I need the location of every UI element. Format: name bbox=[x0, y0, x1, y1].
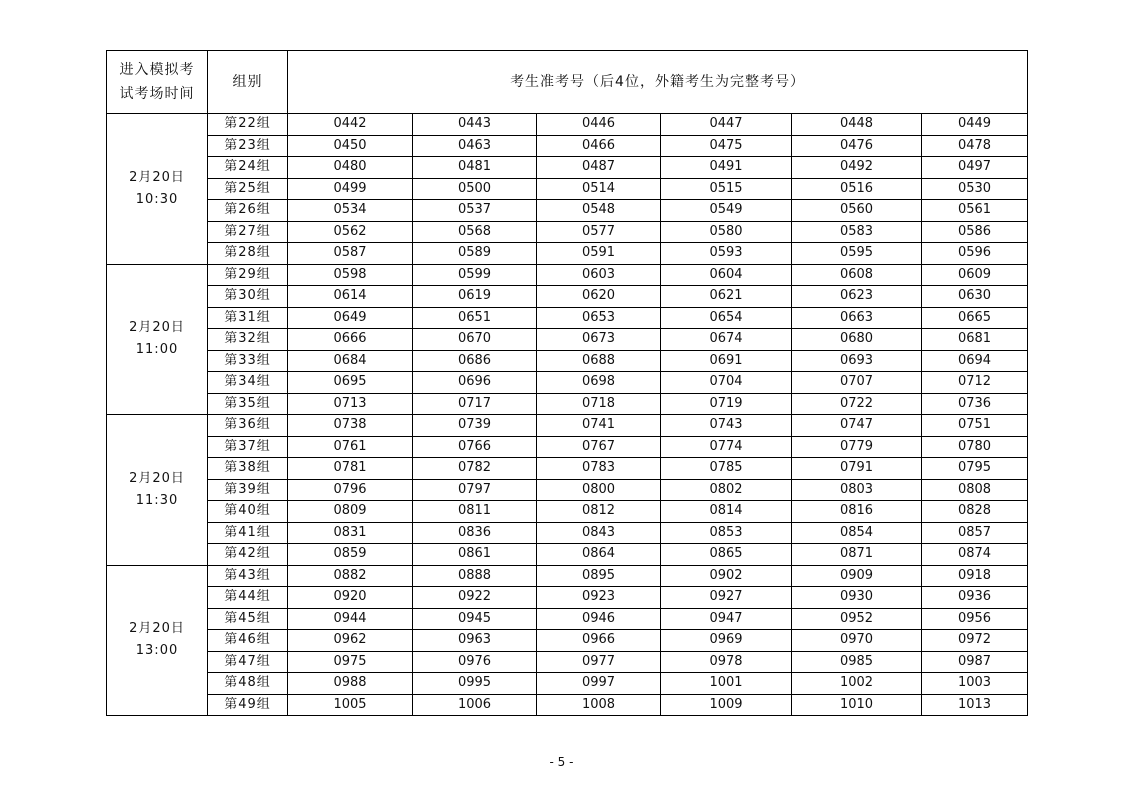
candidate-id-cell: 0446 bbox=[537, 114, 661, 136]
candidate-id-cell: 0688 bbox=[537, 350, 661, 372]
candidate-id-cell: 0809 bbox=[288, 501, 413, 523]
candidate-id-cell: 0922 bbox=[413, 587, 537, 609]
table-row bbox=[107, 286, 1028, 308]
candidate-id-cell: 0952 bbox=[792, 608, 922, 630]
header-group: 组别 bbox=[208, 51, 288, 114]
candidate-id-cell: 0930 bbox=[792, 587, 922, 609]
table-row bbox=[107, 458, 1028, 480]
entry-time-cell bbox=[107, 114, 208, 265]
candidate-id-cell: 0853 bbox=[661, 522, 792, 544]
candidate-id-cell: 0653 bbox=[537, 307, 661, 329]
group-cell: 第26组 bbox=[208, 200, 288, 222]
candidate-id-cell: 0516 bbox=[792, 178, 922, 200]
candidate-id-cell: 0736 bbox=[922, 393, 1028, 415]
candidate-id-cell: 0936 bbox=[922, 587, 1028, 609]
candidate-id-cell: 0780 bbox=[922, 436, 1028, 458]
entry-time: 11:30 bbox=[135, 492, 179, 508]
table-row bbox=[107, 565, 1028, 587]
candidate-id-cell: 0561 bbox=[922, 200, 1028, 222]
candidate-id-cell: 0447 bbox=[661, 114, 792, 136]
table-row bbox=[107, 544, 1028, 566]
candidate-id-cell: 0651 bbox=[413, 307, 537, 329]
candidate-id-cell: 0619 bbox=[413, 286, 537, 308]
table-row bbox=[107, 651, 1028, 673]
candidate-id-cell: 0882 bbox=[288, 565, 413, 587]
table-row bbox=[107, 350, 1028, 372]
candidate-id-cell: 0448 bbox=[792, 114, 922, 136]
candidate-id-cell: 0696 bbox=[413, 372, 537, 394]
candidate-id-cell: 0747 bbox=[792, 415, 922, 437]
candidate-id-cell: 0808 bbox=[922, 479, 1028, 501]
candidate-id-cell: 0476 bbox=[792, 135, 922, 157]
table-row bbox=[107, 436, 1028, 458]
group-cell: 第44组 bbox=[208, 587, 288, 609]
group-cell: 第30组 bbox=[208, 286, 288, 308]
candidate-id-cell: 0816 bbox=[792, 501, 922, 523]
candidate-id-cell: 0783 bbox=[537, 458, 661, 480]
group-cell: 第38组 bbox=[208, 458, 288, 480]
group-cell: 第27组 bbox=[208, 221, 288, 243]
candidate-id-cell: 0537 bbox=[413, 200, 537, 222]
table-row bbox=[107, 608, 1028, 630]
candidate-id-cell: 0530 bbox=[922, 178, 1028, 200]
candidate-id-cell: 0604 bbox=[661, 264, 792, 286]
entry-time-cell bbox=[107, 415, 208, 566]
candidate-id-cell: 0500 bbox=[413, 178, 537, 200]
candidate-id-cell: 0666 bbox=[288, 329, 413, 351]
candidate-id-cell: 0871 bbox=[792, 544, 922, 566]
candidate-id-cell: 0614 bbox=[288, 286, 413, 308]
candidate-id-cell: 0674 bbox=[661, 329, 792, 351]
candidate-id-cell: 0864 bbox=[537, 544, 661, 566]
table-row bbox=[107, 114, 1028, 136]
candidate-id-cell: 0831 bbox=[288, 522, 413, 544]
candidate-id-cell: 1013 bbox=[922, 694, 1028, 716]
candidate-id-cell: 0478 bbox=[922, 135, 1028, 157]
table-row bbox=[107, 243, 1028, 265]
candidate-id-cell: 0487 bbox=[537, 157, 661, 179]
candidate-id-cell: 0515 bbox=[661, 178, 792, 200]
entry-time-cell bbox=[107, 565, 208, 716]
candidate-id-cell: 0843 bbox=[537, 522, 661, 544]
candidate-id-cell: 0684 bbox=[288, 350, 413, 372]
group-cell: 第43组 bbox=[208, 565, 288, 587]
candidate-id-cell: 1001 bbox=[661, 673, 792, 695]
table-row bbox=[107, 673, 1028, 695]
candidate-id-cell: 0779 bbox=[792, 436, 922, 458]
table-header-row bbox=[107, 51, 1028, 114]
candidate-id-cell: 0987 bbox=[922, 651, 1028, 673]
group-cell: 第45组 bbox=[208, 608, 288, 630]
candidate-id-cell: 0599 bbox=[413, 264, 537, 286]
candidate-id-cell: 0854 bbox=[792, 522, 922, 544]
candidate-id-cell: 0499 bbox=[288, 178, 413, 200]
candidate-id-cell: 0796 bbox=[288, 479, 413, 501]
candidate-id-cell: 0836 bbox=[413, 522, 537, 544]
candidate-id-cell: 0691 bbox=[661, 350, 792, 372]
candidate-id-cell: 0568 bbox=[413, 221, 537, 243]
group-cell: 第24组 bbox=[208, 157, 288, 179]
candidate-id-cell: 0828 bbox=[922, 501, 1028, 523]
group-cell: 第31组 bbox=[208, 307, 288, 329]
group-cell: 第49组 bbox=[208, 694, 288, 716]
candidate-id-cell: 0946 bbox=[537, 608, 661, 630]
header-candidate-ids: 考生准考号（后4位，外籍考生为完整考号） bbox=[288, 51, 1028, 114]
candidate-id-cell: 0481 bbox=[413, 157, 537, 179]
entry-date: 2月20日 bbox=[129, 470, 185, 486]
candidate-id-cell: 0698 bbox=[537, 372, 661, 394]
candidate-id-cell: 0497 bbox=[922, 157, 1028, 179]
group-cell: 第28组 bbox=[208, 243, 288, 265]
candidate-id-cell: 0962 bbox=[288, 630, 413, 652]
candidate-id-cell: 0621 bbox=[661, 286, 792, 308]
group-cell: 第41组 bbox=[208, 522, 288, 544]
candidate-id-cell: 0589 bbox=[413, 243, 537, 265]
candidate-id-cell: 0927 bbox=[661, 587, 792, 609]
candidate-id-cell: 1010 bbox=[792, 694, 922, 716]
candidate-id-cell: 0722 bbox=[792, 393, 922, 415]
candidate-id-cell: 0978 bbox=[661, 651, 792, 673]
candidate-id-cell: 0534 bbox=[288, 200, 413, 222]
candidate-id-cell: 0719 bbox=[661, 393, 792, 415]
table-row bbox=[107, 587, 1028, 609]
candidate-id-cell: 0995 bbox=[413, 673, 537, 695]
candidate-id-cell: 0766 bbox=[413, 436, 537, 458]
candidate-id-cell: 0591 bbox=[537, 243, 661, 265]
candidate-id-cell: 0665 bbox=[922, 307, 1028, 329]
candidate-id-cell: 0630 bbox=[922, 286, 1028, 308]
candidate-id-cell: 0718 bbox=[537, 393, 661, 415]
candidate-id-cell: 0944 bbox=[288, 608, 413, 630]
candidate-id-cell: 0920 bbox=[288, 587, 413, 609]
candidate-id-cell: 0595 bbox=[792, 243, 922, 265]
group-cell: 第42组 bbox=[208, 544, 288, 566]
candidate-id-cell: 0670 bbox=[413, 329, 537, 351]
candidate-id-cell: 0888 bbox=[413, 565, 537, 587]
entry-time: 13:00 bbox=[135, 643, 179, 659]
candidate-id-cell: 0743 bbox=[661, 415, 792, 437]
candidate-id-cell: 0549 bbox=[661, 200, 792, 222]
table-row bbox=[107, 393, 1028, 415]
candidate-id-cell: 0738 bbox=[288, 415, 413, 437]
candidate-id-cell: 0673 bbox=[537, 329, 661, 351]
group-cell: 第33组 bbox=[208, 350, 288, 372]
group-cell: 第36组 bbox=[208, 415, 288, 437]
candidate-id-cell: 0694 bbox=[922, 350, 1028, 372]
table-row bbox=[107, 372, 1028, 394]
candidate-id-cell: 0608 bbox=[792, 264, 922, 286]
entry-time: 10:30 bbox=[135, 191, 179, 207]
candidate-id-cell: 0492 bbox=[792, 157, 922, 179]
candidate-id-cell: 0449 bbox=[922, 114, 1028, 136]
candidate-id-cell: 0918 bbox=[922, 565, 1028, 587]
candidate-id-cell: 1003 bbox=[922, 673, 1028, 695]
candidate-id-cell: 0586 bbox=[922, 221, 1028, 243]
candidate-id-cell: 0923 bbox=[537, 587, 661, 609]
candidate-id-cell: 1006 bbox=[413, 694, 537, 716]
candidate-id-cell: 0977 bbox=[537, 651, 661, 673]
candidate-id-cell: 0800 bbox=[537, 479, 661, 501]
candidate-id-cell: 0562 bbox=[288, 221, 413, 243]
table-body bbox=[107, 114, 1028, 716]
candidate-id-cell: 0811 bbox=[413, 501, 537, 523]
candidate-id-cell: 0741 bbox=[537, 415, 661, 437]
candidate-id-cell: 0443 bbox=[413, 114, 537, 136]
candidate-id-cell: 0623 bbox=[792, 286, 922, 308]
table-row bbox=[107, 264, 1028, 286]
entry-date: 2月20日 bbox=[129, 621, 185, 637]
candidate-id-cell: 0865 bbox=[661, 544, 792, 566]
candidate-id-cell: 0795 bbox=[922, 458, 1028, 480]
candidate-id-cell: 0988 bbox=[288, 673, 413, 695]
table-row bbox=[107, 307, 1028, 329]
candidate-id-cell: 0609 bbox=[922, 264, 1028, 286]
entry-time-cell bbox=[107, 264, 208, 415]
candidate-id-cell: 1002 bbox=[792, 673, 922, 695]
candidate-id-cell: 0972 bbox=[922, 630, 1028, 652]
candidate-id-cell: 0603 bbox=[537, 264, 661, 286]
candidate-id-cell: 0945 bbox=[413, 608, 537, 630]
candidate-id-cell: 0580 bbox=[661, 221, 792, 243]
candidate-id-cell: 0814 bbox=[661, 501, 792, 523]
candidate-id-cell: 0712 bbox=[922, 372, 1028, 394]
candidate-id-cell: 0593 bbox=[661, 243, 792, 265]
entry-date: 2月20日 bbox=[129, 320, 185, 336]
group-cell: 第48组 bbox=[208, 673, 288, 695]
candidate-id-cell: 0491 bbox=[661, 157, 792, 179]
candidate-id-cell: 0785 bbox=[661, 458, 792, 480]
candidate-id-cell: 0587 bbox=[288, 243, 413, 265]
candidate-id-cell: 1005 bbox=[288, 694, 413, 716]
candidate-id-cell: 0781 bbox=[288, 458, 413, 480]
table-row bbox=[107, 630, 1028, 652]
group-cell: 第35组 bbox=[208, 393, 288, 415]
table-row bbox=[107, 522, 1028, 544]
group-cell: 第37组 bbox=[208, 436, 288, 458]
candidate-id-cell: 0761 bbox=[288, 436, 413, 458]
candidate-id-cell: 0707 bbox=[792, 372, 922, 394]
group-cell: 第32组 bbox=[208, 329, 288, 351]
candidate-id-cell: 0997 bbox=[537, 673, 661, 695]
table-row bbox=[107, 178, 1028, 200]
candidate-id-cell: 0654 bbox=[661, 307, 792, 329]
group-cell: 第47组 bbox=[208, 651, 288, 673]
exam-schedule-table bbox=[106, 50, 1028, 716]
candidate-id-cell: 0947 bbox=[661, 608, 792, 630]
candidate-id-cell: 0442 bbox=[288, 114, 413, 136]
candidate-id-cell: 0902 bbox=[661, 565, 792, 587]
table-row bbox=[107, 329, 1028, 351]
candidate-id-cell: 0767 bbox=[537, 436, 661, 458]
page-number: - 5 - bbox=[549, 755, 574, 769]
candidate-id-cell: 0985 bbox=[792, 651, 922, 673]
candidate-id-cell: 0802 bbox=[661, 479, 792, 501]
candidate-id-cell: 0797 bbox=[413, 479, 537, 501]
candidate-id-cell: 0548 bbox=[537, 200, 661, 222]
group-cell: 第22组 bbox=[208, 114, 288, 136]
table-row bbox=[107, 157, 1028, 179]
candidate-id-cell: 0598 bbox=[288, 264, 413, 286]
group-cell: 第39组 bbox=[208, 479, 288, 501]
candidate-id-cell: 0859 bbox=[288, 544, 413, 566]
candidate-id-cell: 0693 bbox=[792, 350, 922, 372]
table-row bbox=[107, 694, 1028, 716]
table-row bbox=[107, 221, 1028, 243]
candidate-id-cell: 0739 bbox=[413, 415, 537, 437]
candidate-id-cell: 0596 bbox=[922, 243, 1028, 265]
group-cell: 第25组 bbox=[208, 178, 288, 200]
candidate-id-cell: 0956 bbox=[922, 608, 1028, 630]
candidate-id-cell: 0686 bbox=[413, 350, 537, 372]
candidate-id-cell: 0704 bbox=[661, 372, 792, 394]
candidate-id-cell: 0480 bbox=[288, 157, 413, 179]
candidate-id-cell: 0620 bbox=[537, 286, 661, 308]
entry-date: 2月20日 bbox=[129, 169, 185, 185]
candidate-id-cell: 0966 bbox=[537, 630, 661, 652]
group-cell: 第46组 bbox=[208, 630, 288, 652]
candidate-id-cell: 0969 bbox=[661, 630, 792, 652]
candidate-id-cell: 0663 bbox=[792, 307, 922, 329]
candidate-id-cell: 0975 bbox=[288, 651, 413, 673]
candidate-id-cell: 1009 bbox=[661, 694, 792, 716]
entry-time: 11:00 bbox=[135, 342, 179, 358]
table-row bbox=[107, 135, 1028, 157]
candidate-id-cell: 0861 bbox=[413, 544, 537, 566]
candidate-id-cell: 0577 bbox=[537, 221, 661, 243]
candidate-id-cell: 0803 bbox=[792, 479, 922, 501]
candidate-id-cell: 0680 bbox=[792, 329, 922, 351]
candidate-id-cell: 0695 bbox=[288, 372, 413, 394]
candidate-id-cell: 0895 bbox=[537, 565, 661, 587]
candidate-id-cell: 0560 bbox=[792, 200, 922, 222]
table-row bbox=[107, 415, 1028, 437]
candidate-id-cell: 0475 bbox=[661, 135, 792, 157]
candidate-id-cell: 0874 bbox=[922, 544, 1028, 566]
group-cell: 第23组 bbox=[208, 135, 288, 157]
group-cell: 第34组 bbox=[208, 372, 288, 394]
candidate-id-cell: 1008 bbox=[537, 694, 661, 716]
table-row bbox=[107, 501, 1028, 523]
candidate-id-cell: 0857 bbox=[922, 522, 1028, 544]
candidate-id-cell: 0713 bbox=[288, 393, 413, 415]
candidate-id-cell: 0514 bbox=[537, 178, 661, 200]
candidate-id-cell: 0791 bbox=[792, 458, 922, 480]
candidate-id-cell: 0466 bbox=[537, 135, 661, 157]
candidate-id-cell: 0774 bbox=[661, 436, 792, 458]
candidate-id-cell: 0450 bbox=[288, 135, 413, 157]
candidate-id-cell: 0909 bbox=[792, 565, 922, 587]
candidate-id-cell: 0681 bbox=[922, 329, 1028, 351]
candidate-id-cell: 0751 bbox=[922, 415, 1028, 437]
candidate-id-cell: 0782 bbox=[413, 458, 537, 480]
candidate-id-cell: 0976 bbox=[413, 651, 537, 673]
table-row bbox=[107, 479, 1028, 501]
candidate-id-cell: 0717 bbox=[413, 393, 537, 415]
header-entry-time: 进入模拟考试考场时间 bbox=[107, 51, 208, 114]
candidate-id-cell: 0649 bbox=[288, 307, 413, 329]
candidate-id-cell: 0963 bbox=[413, 630, 537, 652]
candidate-id-cell: 0812 bbox=[537, 501, 661, 523]
candidate-id-cell: 0970 bbox=[792, 630, 922, 652]
group-cell: 第29组 bbox=[208, 264, 288, 286]
table-row bbox=[107, 200, 1028, 222]
candidate-id-cell: 0463 bbox=[413, 135, 537, 157]
candidate-id-cell: 0583 bbox=[792, 221, 922, 243]
group-cell: 第40组 bbox=[208, 501, 288, 523]
